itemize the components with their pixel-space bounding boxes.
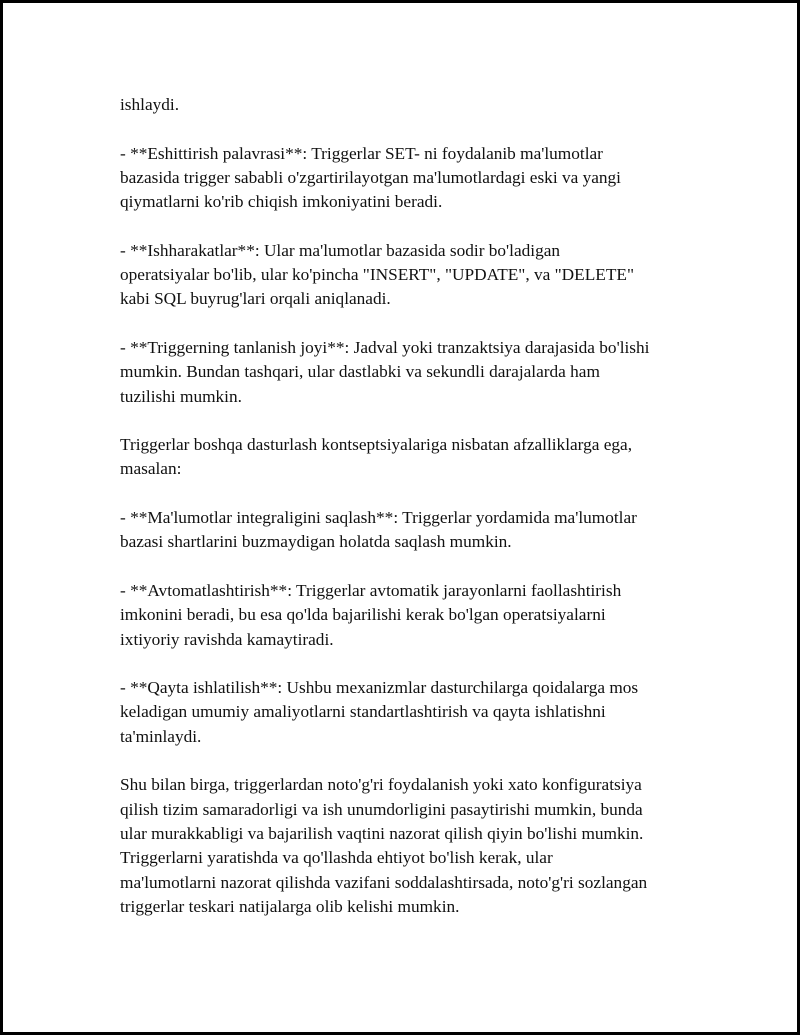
text-line: tuzilishi mumkin. [120,386,242,406]
document-body [120,93,720,943]
text-line: - **Avtomatlashtirish**: Triggerlar avtomatik jarayonlarni faollashtirish [120,580,622,600]
text-line: triggerlar teskari natijalarga olib kelishi mumkin. [120,896,460,916]
text-line: Shu bilan birga, triggerlardan noto'g'ri foydalanish yoki xato konfiguratsiya [120,775,642,795]
text-line: masalan: [120,459,182,479]
text-line: imkonini beradi, bu esa qo'lda bajarilishi kerak bo'lgan operatsiyalarni [120,605,606,625]
text-line: - **Ma'lumotlar integraligini saqlash**: Triggerlar yordamida ma'lumotlar [120,508,637,528]
text-line: - **Eshittirish palavrasi**: Triggerlar SET- ni foydalanib ma'lumotlar [120,143,603,163]
text-line: bazasida trigger sababli o'zgartirilayotgan ma'lumotlardagi eski va yangi [120,167,621,187]
text-line: ta'minlaydi. [120,726,202,746]
paragraph [120,506,720,555]
text-line: operatsiyalar bo'lib, ular ko'pincha "INSERT", "UPDATE", va "DELETE" [120,265,634,285]
paragraph [120,773,720,919]
text-line: qiymatlarni ko'rib chiqish imkoniyatini beradi. [120,192,443,212]
text-line: bazasi shartlarini buzmaydigan holatda saqlash mumkin. [120,532,512,552]
text-line: ishlaydi. [120,95,180,114]
paragraph [120,433,720,482]
paragraph [120,142,720,215]
text-line: Triggerlarni yaratishda va qo'llashda ehtiyot bo'lish kerak, ular [120,848,553,868]
text-line: - **Qayta ishlatilish**: Ushbu mexanizmlar dasturchilarga qoidalarga mos [120,678,639,698]
text-line: kabi SQL buyrug'lari orqali aniqlanadi. [120,289,391,309]
text-line: mumkin. Bundan tashqari, ular dastlabki va sekundli darajalarda ham [120,362,600,382]
paragraph [120,93,720,117]
paragraph [120,676,720,749]
text-line: qilish tizim samaradorligi va ish unumdorligini pasaytirishi mumkin, bunda [120,799,643,819]
text-line: ular murakkabligi va bajarilish vaqtini nazorat qilish qiyin bo'lishi mumkin. [120,823,644,843]
paragraph [120,579,720,652]
text-line: - **Triggerning tanlanish joyi**: Jadval yoki tranzaktsiya darajasida bo'lishi [120,337,650,357]
text-line: keladigan umumiy amaliyotlarni standartlashtirish va qayta ishlatishni [120,702,606,722]
paragraph [120,336,720,409]
text-line: Triggerlar boshqa dasturlash kontseptsiyalariga nisbatan afzalliklarga ega, [120,435,633,455]
text-line: ma'lumotlarni nazorat qilishda vazifani soddalashtirsada, noto'g'ri sozlangan [120,872,648,892]
text-line: ixtiyoriy ravishda kamaytiradi. [120,629,334,649]
text-line: - **Ishharakatlar**: Ular ma'lumotlar bazasida sodir bo'ladigan [120,240,561,260]
paragraph [120,239,720,312]
